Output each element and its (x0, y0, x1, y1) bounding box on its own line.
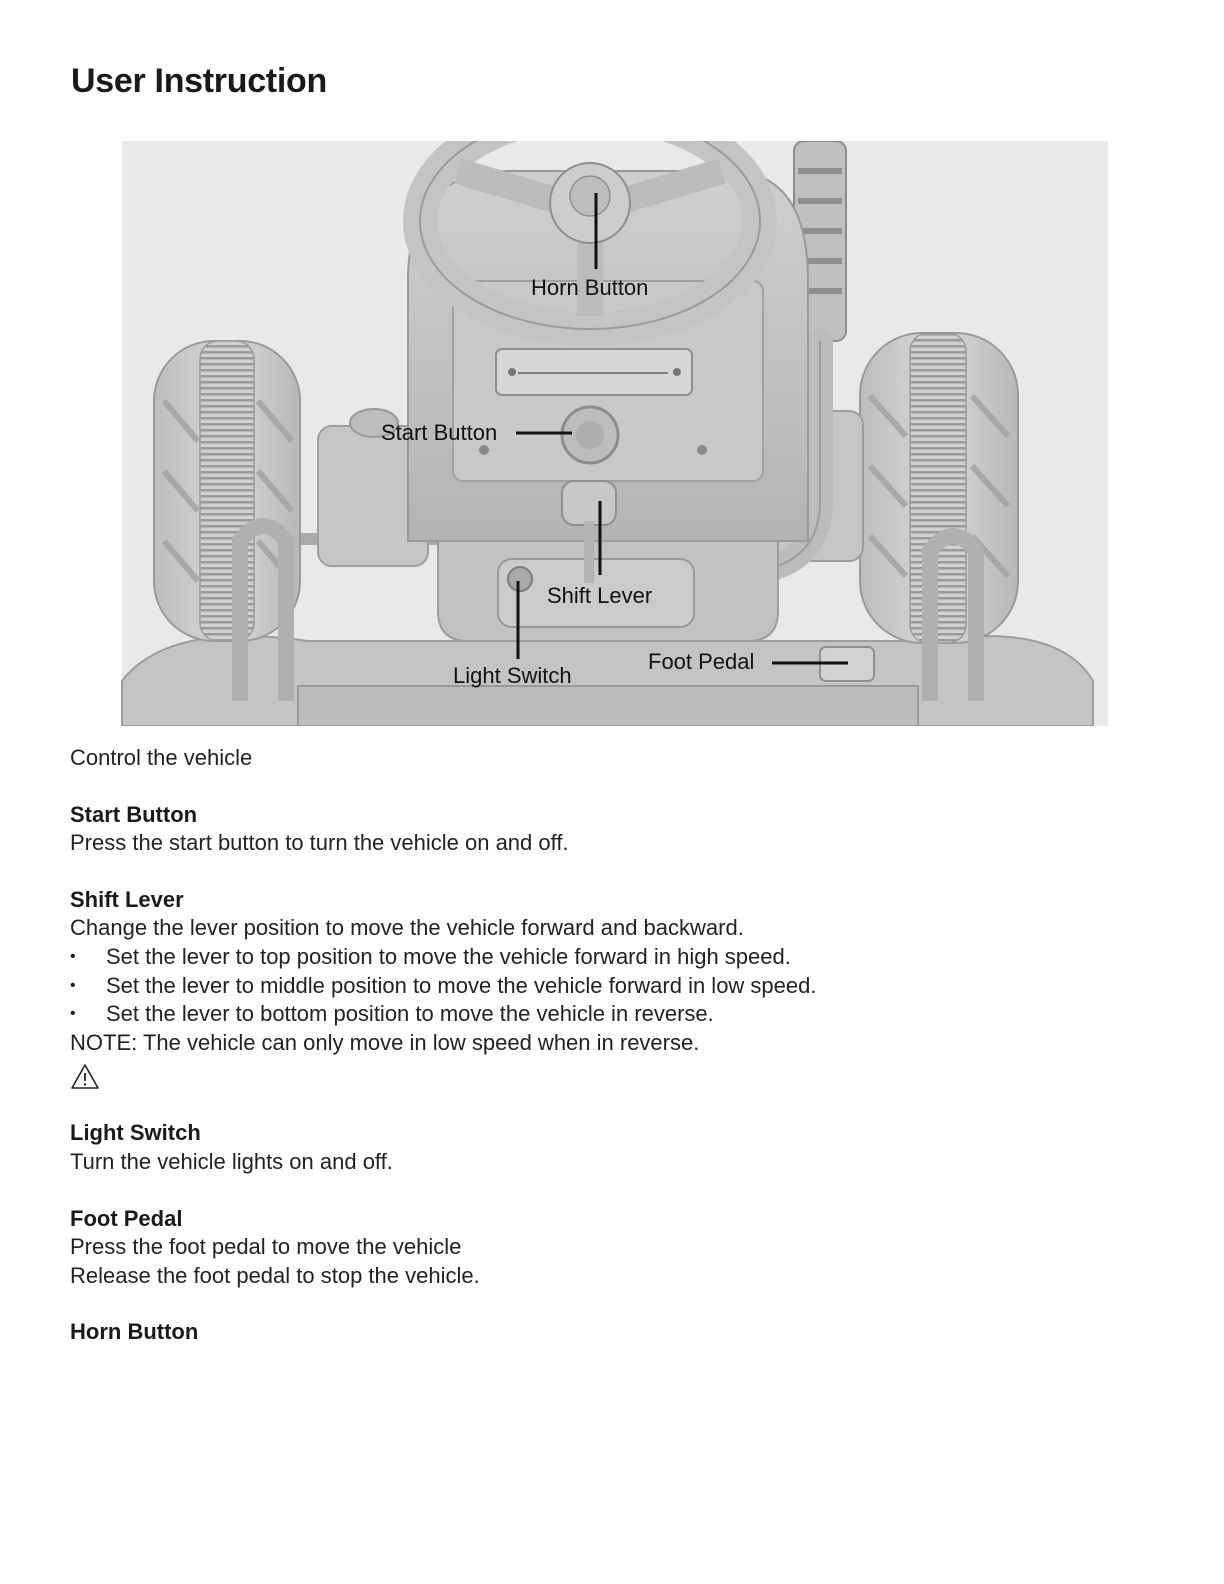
front-bumper (298, 686, 918, 726)
section-light-switch (70, 1119, 1160, 1176)
callout-foot-pedal: Foot Pedal (648, 649, 755, 674)
section-text: Turn the vehicle lights on and off. (70, 1148, 393, 1174)
page-title: User Instruction (71, 62, 327, 100)
list-item: • Set the lever to bottom position to move the vehicle in reverse. (70, 1000, 1160, 1029)
callout-horn-button: Horn Button (531, 275, 649, 300)
section-text: Change the lever position to move the vehicle forward and backward. (70, 915, 744, 941)
section-text: Press the start button to turn the vehicle on and off. (70, 830, 569, 856)
section-start-button (70, 801, 1160, 858)
section-heading: Light Switch (70, 1120, 201, 1146)
section-shift-lever (70, 886, 1160, 1092)
instructions-body (70, 744, 1160, 1375)
section-heading: Start Button (70, 801, 198, 827)
section-text: Press the foot pedal to move the vehicle (70, 1234, 462, 1260)
shift-lever-knob (562, 481, 616, 525)
list-item: • Set the lever to top position to move the vehicle forward in high speed. (70, 943, 1160, 972)
callout-shift-lever: Shift Lever (547, 583, 653, 608)
list-item: • Set the lever to middle position to move the vehicle forward in low speed. (70, 972, 1160, 1001)
shift-lever-note: NOTE: The vehicle can only move in low speed when in reverse. (70, 1029, 700, 1055)
shift-lever-bullet-list (70, 943, 1160, 1029)
vehicle-controls-illustration (108, 141, 1108, 726)
callout-start-button: Start Button (381, 420, 498, 445)
section-heading: Foot Pedal (70, 1205, 183, 1231)
section-text: Release the foot pedal to stop the vehicle. (70, 1262, 480, 1288)
section-horn-button (70, 1318, 1160, 1347)
section-heading: Horn Button (70, 1319, 199, 1345)
light-switch-graphic (508, 567, 532, 591)
intro-text: Control the vehicle (70, 745, 253, 770)
section-heading: Shift Lever (70, 886, 184, 912)
section-foot-pedal (70, 1205, 1160, 1291)
warning-triangle-icon (70, 1063, 100, 1091)
callout-light-switch: Light Switch (453, 663, 572, 688)
